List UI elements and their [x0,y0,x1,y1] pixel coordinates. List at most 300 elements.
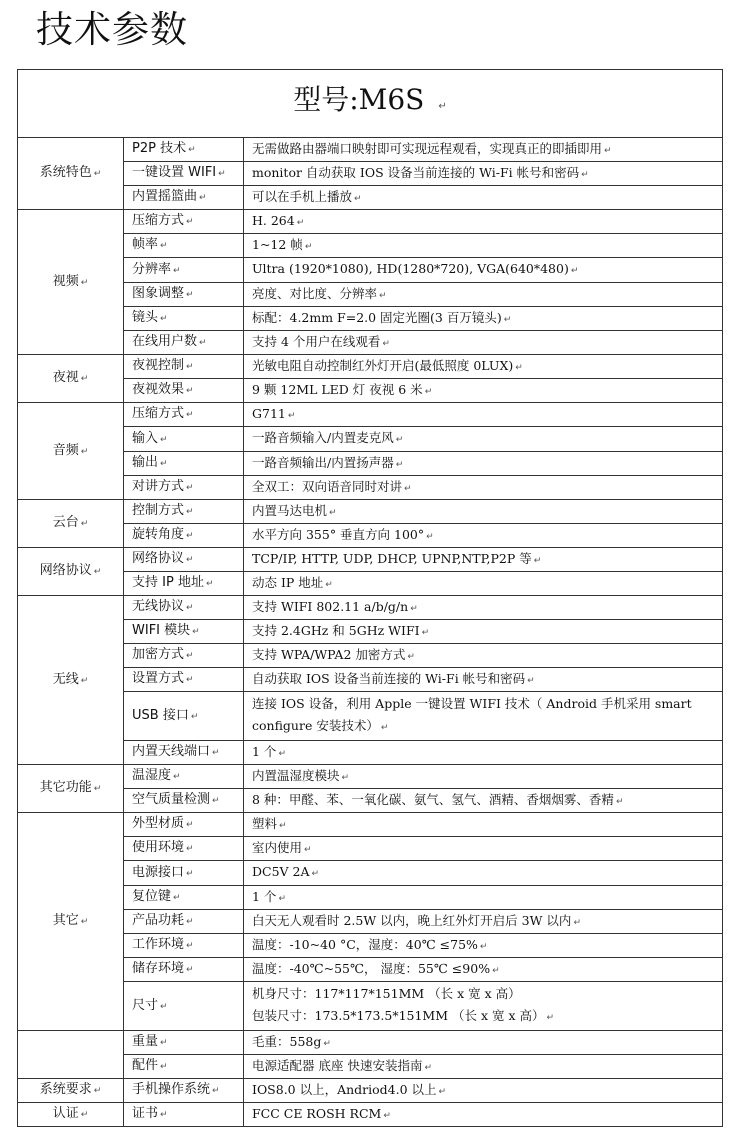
category-label: 其它 [52,913,79,928]
param-label: 证书 [132,1106,159,1121]
param-cell [124,813,244,837]
paragraph-mark-icon: ↵ [438,101,447,112]
param-label: 重量 [132,1034,159,1049]
category-label: 其它功能 [39,780,92,795]
value-text: 塑料 [252,815,278,831]
value-text: 温度：-10~40 °C，湿度：40℃ ≤75% [252,936,478,952]
param-label: 压缩方式 [132,213,185,228]
spec-table [17,69,723,1127]
param-cell [124,524,244,548]
category-cell [18,1031,124,1079]
value-text: FCC CE ROSH RCM [252,1105,382,1121]
paragraph-mark-icon: ↵ [80,446,89,457]
param-label: 一键设置 WIFI [132,165,217,180]
value-text: G711 [252,405,286,421]
param-cell [124,765,244,789]
paragraph-mark-icon: ↵ [93,1086,102,1096]
value-text: 9 颗 12ML LED 灯 夜视 6 米 [252,381,423,397]
param-cell [124,355,244,379]
category-label: 认证 [52,1106,79,1121]
paragraph-mark-icon: ↵ [287,410,296,421]
category-label: 系统要求 [39,1082,92,1097]
param-cell [124,620,244,644]
paragraph-mark-icon: ↵ [479,941,488,952]
param-cell [124,452,244,476]
paragraph-mark-icon: ↵ [421,627,430,638]
spec-row [18,138,723,162]
param-label: 加密方式 [132,647,185,662]
value-text: 毛重：558g [252,1033,322,1049]
value-cell [244,861,723,886]
category-cell [18,1103,124,1127]
param-cell [124,162,244,186]
value-cell [244,452,723,476]
spec-row [18,452,723,476]
value-text-line2: 包装尺寸：173.5*173.5*151MM （长 x 宽 x 高） [252,1008,545,1023]
spec-row [18,186,723,210]
spec-row [18,958,723,982]
spec-row [18,982,723,1031]
category-label: 音频 [52,442,79,458]
spec-row [18,1103,723,1127]
category-cell [18,210,124,355]
paragraph-mark-icon: ↵ [570,266,579,276]
value-cell [244,524,723,548]
paragraph-mark-icon: ↵ [573,917,581,928]
value-cell [244,379,723,403]
paragraph-mark-icon: ↵ [80,519,89,529]
param-label: 配件 [132,1058,159,1073]
value-text: Ultra (1920*1080), HD(1280*720), VGA(640*480) [252,261,569,276]
value-cell [244,1055,723,1079]
paragraph-mark-icon: ↵ [186,603,194,613]
param-cell [124,668,244,692]
param-cell [124,572,244,596]
spec-row [18,427,723,452]
value-text: 光敏电阻自动控制红外灯开启(最低照度 0LUX) [252,357,514,373]
value-cell [244,331,723,355]
spec-row [18,403,723,427]
value-text: IOS8.0 以上，Andriod4.0 以上 [252,1081,437,1097]
param-cell [124,138,244,162]
spec-row [18,765,723,789]
paragraph-mark-icon: ↵ [192,627,200,637]
param-label: 无线协议 [132,599,185,614]
value-text: 1 个 [252,743,277,759]
param-label: 温湿度 [132,768,172,783]
category-cell [18,548,124,596]
paragraph-mark-icon: ↵ [407,651,415,662]
value-cell [244,596,723,620]
paragraph-mark-icon: ↵ [186,965,194,975]
model-row [18,70,723,138]
spec-row [18,476,723,500]
paragraph-mark-icon: ↵ [515,362,523,373]
value-cell [244,355,723,379]
paragraph-mark-icon: ↵ [279,820,287,831]
param-label: 对讲方式 [132,479,185,494]
paragraph-mark-icon: ↵ [186,555,194,565]
paragraph-mark-icon: ↵ [304,844,312,855]
value-text: 支持 WPA/WPA2 加密方式 [252,646,406,662]
spec-row [18,837,723,861]
value-text: 动态 IP 地址 [252,574,324,590]
paragraph-mark-icon: ↵ [186,941,194,951]
param-label: 压缩方式 [132,406,185,421]
value-text: 内置马达电机 [252,502,328,518]
param-cell [124,331,244,355]
value-text: 电源适配器 底座 快速安装指南 [252,1057,423,1073]
value-cell [244,620,723,644]
param-label: 输出 [132,455,159,470]
value-cell [244,1031,723,1055]
value-cell [244,307,723,331]
param-label: 旋转角度 [132,527,185,542]
value-cell [244,837,723,861]
param-label: 空气质量检测 [132,792,211,807]
paragraph-mark-icon: ↵ [212,796,220,806]
value-text: 支持 WIFI 802.11 a/b/g/n [252,598,409,614]
spec-row [18,210,723,234]
value-text: 白天无人观看时 2.5W 以内，晚上红外灯开启后 3W 以内 [252,912,572,928]
value-cell [244,741,723,765]
paragraph-mark-icon: ↵ [80,277,89,288]
spec-row [18,500,723,524]
paragraph-mark-icon: ↵ [382,338,390,349]
paragraph-mark-icon: ↵ [160,459,168,469]
paragraph-mark-icon: ↵ [395,435,404,445]
category-label: 视频 [52,273,79,289]
category-cell [18,813,124,1031]
value-cell [244,886,723,910]
paragraph-mark-icon: ↵ [199,338,207,348]
category-label: 系统特色 [39,165,92,180]
paragraph-mark-icon: ↵ [325,579,333,590]
value-text: DC5V 2A [252,864,310,879]
param-cell [124,1031,244,1055]
spec-row [18,258,723,283]
category-cell [18,355,124,403]
value-text: 机身尺寸：117*117*151MM （长 x 宽 x 高） [252,986,521,1001]
value-cell [244,982,723,1031]
paragraph-mark-icon: ↵ [527,675,535,686]
paragraph-mark-icon: ↵ [492,965,500,976]
param-label: 内置摇篮曲 [132,189,198,204]
spec-row [18,355,723,379]
param-label: 外型材质 [132,816,185,831]
spec-row [18,692,723,741]
spec-row [18,307,723,331]
paragraph-mark-icon: ↵ [93,784,102,794]
spec-row [18,1079,723,1103]
category-cell [18,1079,124,1103]
param-label: 尺寸 [132,997,159,1013]
category-cell [18,403,124,500]
param-cell [124,886,244,910]
value-text: 标配：4.2mm F=2.0 固定光圈(3 百万镜头) [252,309,502,325]
paragraph-mark-icon: ↵ [278,748,286,759]
paragraph-mark-icon: ↵ [404,483,412,494]
param-cell [124,258,244,283]
paragraph-mark-icon: ↵ [424,1062,432,1073]
paragraph-mark-icon: ↵ [278,893,286,904]
paragraph-mark-icon: ↵ [93,567,102,577]
value-text: 一路音频输出/内置扬声器 [252,454,394,470]
category-cell [18,765,124,813]
value-cell [244,765,723,789]
paragraph-mark-icon: ↵ [329,507,337,518]
value-cell [244,403,723,427]
spec-row [18,572,723,596]
value-text: 可以在手机上播放 [252,188,353,204]
model-title: 型号:M6S [293,83,425,116]
paragraph-mark-icon: ↵ [311,869,320,879]
param-cell [124,379,244,403]
param-label: 设置方式 [132,671,185,686]
spec-row [18,283,723,307]
param-cell [124,741,244,765]
param-label: 输入 [132,430,159,446]
spec-row [18,813,723,837]
spec-row [18,861,723,886]
paragraph-mark-icon: ↵ [186,820,194,830]
paragraph-mark-icon: ↵ [395,459,404,470]
param-label: 内置天线端口 [132,744,211,759]
param-cell [124,958,244,982]
value-text: 温度：-40℃~55℃， 湿度：55℃ ≤90% [252,960,491,976]
paragraph-mark-icon: ↵ [188,145,196,155]
spec-row [18,644,723,668]
paragraph-mark-icon: ↵ [296,217,305,228]
paragraph-mark-icon: ↵ [424,386,433,397]
value-cell [244,668,723,692]
value-text: 无需做路由器端口映射即可实现远程观看，实现真正的即插即用 [252,140,603,156]
param-cell [124,596,244,620]
value-text: 内置温湿度模块 [252,767,340,783]
spec-row [18,596,723,620]
value-cell [244,958,723,982]
param-label: 工作环境 [132,937,185,952]
param-cell [124,403,244,427]
value-cell [244,692,723,741]
value-text: 支持 2.4GHz 和 5GHz WIFI [252,622,420,638]
param-cell [124,982,244,1031]
value-text: H. 264 [252,212,295,228]
paragraph-mark-icon: ↵ [160,314,168,324]
param-cell [124,644,244,668]
spec-row [18,1055,723,1079]
paragraph-mark-icon: ↵ [186,410,194,420]
param-cell [124,934,244,958]
paragraph-mark-icon: ↵ [410,603,418,614]
paragraph-mark-icon: ↵ [383,1110,391,1121]
param-cell [124,500,244,524]
param-label: 储存环境 [132,961,185,976]
param-cell [124,283,244,307]
value-cell [244,644,723,668]
spec-row [18,910,723,934]
paragraph-mark-icon: ↵ [615,796,624,807]
value-cell [244,427,723,452]
value-text: 一路音频输入/内置麦克风 [252,430,394,445]
param-label: 支持 IP 地址 [132,575,204,590]
value-cell [244,813,723,837]
paragraph-mark-icon: ↵ [80,1110,89,1120]
spec-row [18,789,723,813]
category-label: 夜视 [52,370,79,385]
paragraph-mark-icon: ↵ [186,507,194,517]
param-cell [124,789,244,813]
category-cell [18,596,124,765]
value-text: monitor 自动获取 IOS 设备当前连接的 Wi-Fi 帐号和密码 [252,164,580,180]
paragraph-mark-icon: ↵ [80,374,89,384]
value-text: 1 个 [252,888,277,904]
value-cell [244,476,723,500]
model-title-cell [18,70,723,138]
param-label: P2P 技术 [132,141,187,156]
paragraph-mark-icon: ↵ [503,314,512,325]
paragraph-mark-icon: ↵ [80,917,89,927]
spec-row [18,934,723,958]
param-cell [124,861,244,886]
paragraph-mark-icon: ↵ [160,434,168,445]
paragraph-mark-icon: ↵ [323,1038,331,1049]
page-title: 技术参数 [36,8,188,51]
value-cell [244,500,723,524]
param-cell [124,234,244,258]
paragraph-mark-icon: ↵ [604,145,612,156]
spec-row [18,886,723,910]
value-cell [244,186,723,210]
paragraph-mark-icon: ↵ [546,1013,555,1023]
spec-row [18,548,723,572]
spec-row [18,1031,723,1055]
value-cell [244,234,723,258]
spec-row [18,331,723,355]
spec-row [18,234,723,258]
param-label: 控制方式 [132,503,185,518]
param-cell [124,837,244,861]
paragraph-mark-icon: ↵ [218,169,226,179]
spec-row [18,741,723,765]
paragraph-mark-icon: ↵ [160,1062,168,1072]
spec-row [18,620,723,644]
param-cell [124,307,244,331]
param-cell [124,1103,244,1127]
param-label: 夜视控制 [132,358,185,373]
paragraph-mark-icon: ↵ [160,1001,168,1012]
param-cell [124,210,244,234]
param-cell [124,910,244,934]
param-cell [124,1079,244,1103]
category-cell [18,138,124,210]
paragraph-mark-icon: ↵ [533,555,542,566]
param-label: 镜头 [132,310,159,325]
paragraph-mark-icon: ↵ [205,579,214,589]
paragraph-mark-icon: ↵ [186,675,194,685]
paragraph-mark-icon: ↵ [186,844,194,854]
value-text: TCP/IP, HTTP, UDP, DHCP, UPNP,NTP,P2P 等 [252,550,532,566]
value-cell [244,1079,723,1103]
param-label: 分辨率 [132,261,172,277]
param-cell [124,1055,244,1079]
param-label: 帧率 [132,237,159,252]
paragraph-mark-icon: ↵ [581,169,589,180]
paragraph-mark-icon: ↵ [199,193,207,203]
spec-row [18,668,723,692]
param-label: 产品功耗 [132,913,185,928]
value-text: 支持 4 个用户在线观看 [252,333,381,349]
paragraph-mark-icon: ↵ [379,290,387,301]
param-cell [124,548,244,572]
paragraph-mark-icon: ↵ [186,386,194,396]
value-text: 室内使用 [252,839,303,855]
param-label: 电源接口 [132,864,185,880]
value-text: 全双工：双向语音同时对讲 [252,478,403,494]
value-cell [244,572,723,596]
paragraph-mark-icon: ↵ [160,241,168,251]
spec-row [18,524,723,548]
param-label: 使用环境 [132,840,185,855]
value-cell [244,138,723,162]
value-text: 1~12 帧 [252,236,303,252]
paragraph-mark-icon: ↵ [186,868,194,879]
value-cell [244,1103,723,1127]
paragraph-mark-icon: ↵ [212,748,220,758]
value-text: 亮度、对比度、分辨率 [252,285,378,301]
paragraph-mark-icon: ↵ [186,531,194,541]
param-label: 网络协议 [132,551,185,566]
param-cell [124,186,244,210]
param-label: 图象调整 [132,286,185,301]
paragraph-mark-icon: ↵ [80,675,89,686]
value-text: 水平方向 355° 垂直方向 100° [252,526,425,542]
paragraph-mark-icon: ↵ [93,169,102,179]
param-cell [124,427,244,452]
spec-row [18,162,723,186]
value-cell [244,789,723,813]
param-label: 复位键 [132,889,172,904]
paragraph-mark-icon: ↵ [160,1038,168,1048]
paragraph-mark-icon: ↵ [186,217,194,227]
paragraph-mark-icon: ↵ [186,917,194,927]
param-label: 在线用户数 [132,334,198,349]
value-cell [244,934,723,958]
value-cell [244,283,723,307]
paragraph-mark-icon: ↵ [438,1086,447,1097]
value-cell [244,910,723,934]
paragraph-mark-icon: ↵ [426,531,434,542]
paragraph-mark-icon: ↵ [304,241,313,252]
paragraph-mark-icon: ↵ [173,893,181,903]
value-cell [244,210,723,234]
paragraph-mark-icon: ↵ [190,711,199,722]
param-cell [124,692,244,741]
paragraph-mark-icon: ↵ [186,362,194,372]
paragraph-mark-icon: ↵ [173,772,181,782]
value-cell [244,258,723,283]
value-cell [244,162,723,186]
param-label: 手机操作系统 [132,1082,211,1097]
value-cell [244,548,723,572]
value-text: 自动获取 IOS 设备当前连接的 Wi-Fi 帐号和密码 [252,670,526,686]
category-label: 网络协议 [39,563,92,578]
paragraph-mark-icon: ↵ [160,1110,168,1120]
value-text: 8 种：甲醛、苯、一氧化碳、氨气、氢气、酒精、香烟烟雾、香精 [252,791,614,807]
category-label: 无线 [52,671,79,687]
paragraph-mark-icon: ↵ [173,265,181,276]
param-label: 夜视效果 [132,382,185,397]
